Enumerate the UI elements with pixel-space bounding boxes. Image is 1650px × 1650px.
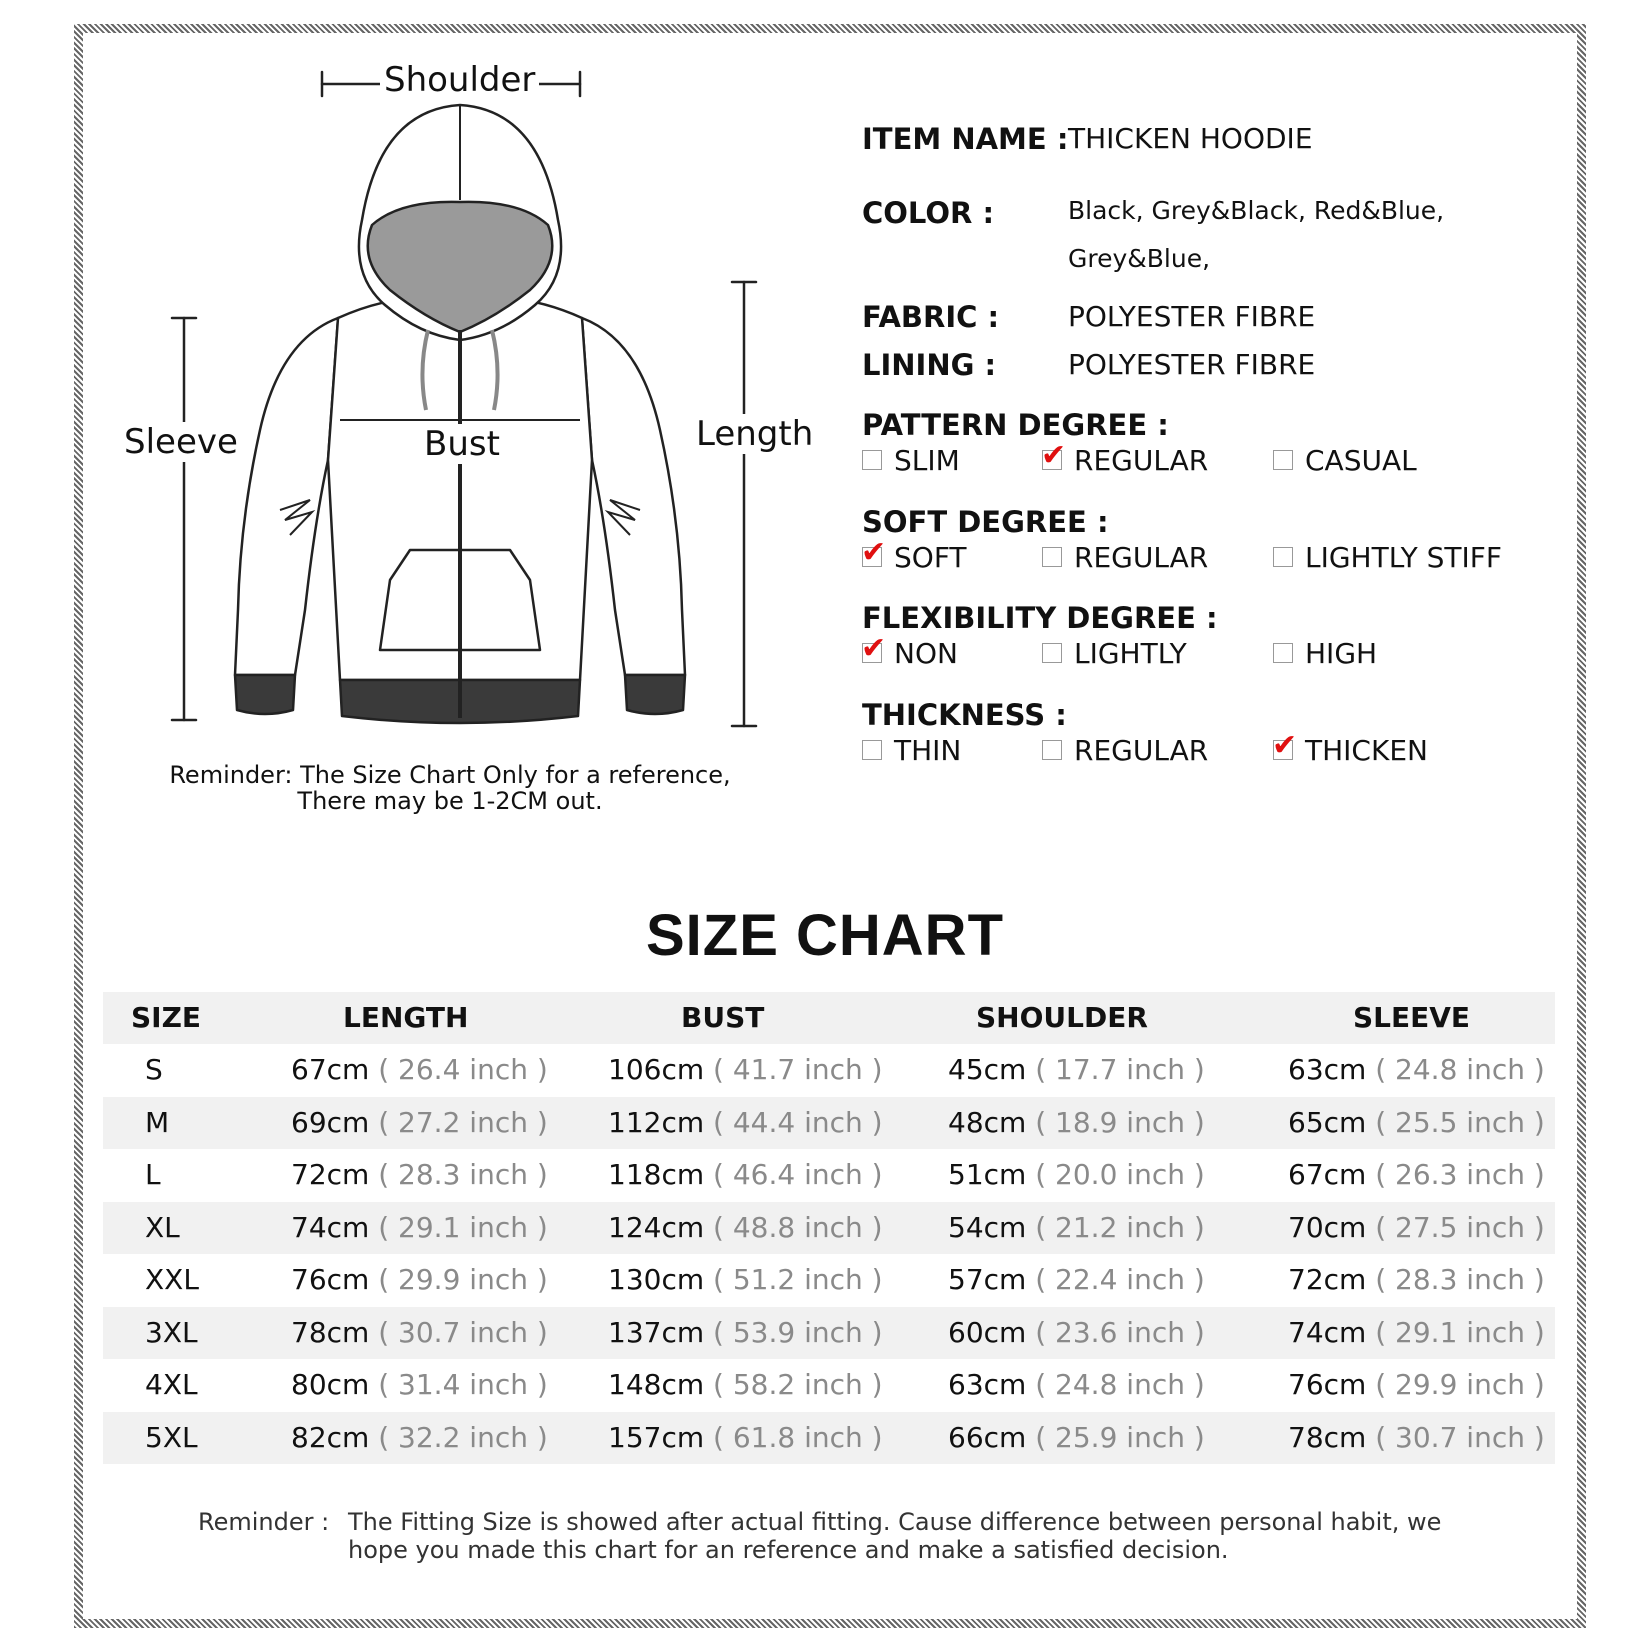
measure-cell (1288, 1254, 1545, 1306)
check-icon: ✔ (861, 535, 887, 570)
measure-cell (948, 1412, 1205, 1464)
size-cell: 4XL (145, 1368, 198, 1401)
cm-value: 67cm (1288, 1158, 1367, 1191)
inch-value: ( 21.2 inch ) (1035, 1210, 1205, 1244)
cm-value: 69cm (291, 1105, 370, 1139)
reminder-line-2: There may be 1-2CM out. (297, 787, 603, 815)
shoulder-label: Shoulder (380, 60, 539, 100)
table-row (103, 1097, 1555, 1150)
sleeve-label: Sleeve (120, 422, 242, 462)
color-value-line-1: Black, Grey&Black, Red&Blue, (1068, 196, 1445, 225)
inch-value: ( 20.0 inch ) (1035, 1158, 1205, 1191)
inch-value: ( 61.8 inch ) (713, 1420, 883, 1454)
cm-value: 137cm (608, 1315, 705, 1349)
fitting-reminder-text: The Fitting Size is showed after actual fitting. Cause difference between personal habit, we hope you made this chart for an reference and make a satisfied decision. (348, 1508, 1442, 1564)
table-row (103, 1149, 1555, 1202)
degree-option-label: NON (894, 637, 958, 670)
cm-value: 78cm (291, 1315, 370, 1349)
inch-value: ( 17.7 inch ) (1035, 1053, 1205, 1086)
size-chart-title: SIZE CHART (646, 903, 1004, 968)
cm-value: 65cm (1288, 1105, 1367, 1139)
degree-option-label: THICKEN (1305, 734, 1428, 767)
measure-cell (608, 1359, 883, 1411)
measure-cell (1288, 1307, 1545, 1359)
degree-title: PATTERN DEGREE : (862, 408, 1169, 442)
header-sleeve: SLEEVE (1353, 1001, 1471, 1034)
degree-option-label: SOFT (894, 541, 967, 574)
degree-title: THICKNESS : (862, 698, 1067, 732)
cm-value: 63cm (948, 1368, 1027, 1401)
inch-value: ( 25.9 inch ) (1035, 1420, 1205, 1454)
measure-cell (948, 1202, 1205, 1254)
inch-value: ( 26.3 inch ) (1375, 1158, 1545, 1191)
check-icon: ✔ (1272, 728, 1298, 763)
degree-option-label: LIGHTLY (1074, 637, 1187, 670)
measure-cell (948, 1044, 1205, 1096)
degree-option-label: REGULAR (1074, 541, 1209, 574)
cm-value: 130cm (608, 1263, 705, 1296)
measure-cell (948, 1359, 1205, 1411)
measure-cell (291, 1202, 548, 1254)
cm-value: 54cm (948, 1210, 1027, 1244)
bust-label: Bust (420, 424, 504, 464)
cm-value: 148cm (608, 1368, 705, 1401)
inch-value: ( 26.4 inch ) (378, 1053, 548, 1086)
inch-value: ( 44.4 inch ) (713, 1105, 883, 1139)
fabric-value: POLYESTER FIBRE (1068, 300, 1316, 333)
measure-cell (291, 1044, 548, 1096)
length-label: Length (692, 414, 817, 454)
hoodie-illustration (100, 50, 860, 750)
inch-value: ( 41.7 inch ) (713, 1053, 883, 1086)
cm-value: 76cm (291, 1263, 370, 1296)
item-name-value: THICKEN HOODIE (1068, 122, 1313, 155)
measure-cell (608, 1202, 883, 1254)
size-cell: XL (145, 1210, 180, 1244)
lining-value: POLYESTER FIBRE (1068, 348, 1316, 381)
table-row (103, 1359, 1555, 1412)
measure-cell (608, 1412, 883, 1464)
header-size: SIZE (131, 1001, 202, 1034)
size-cell: S (145, 1053, 163, 1086)
inch-value: ( 28.3 inch ) (378, 1158, 548, 1191)
lining-label: LINING : (862, 348, 997, 382)
table-header-row (103, 992, 1555, 1044)
inch-value: ( 53.9 inch ) (713, 1315, 883, 1349)
checked-checkbox (861, 631, 887, 666)
checkbox (1273, 547, 1293, 567)
inch-value: ( 24.8 inch ) (1035, 1368, 1205, 1401)
measure-cell (291, 1359, 548, 1411)
cm-value: 124cm (608, 1210, 705, 1244)
check-icon: ✔ (861, 631, 887, 666)
checkbox (1273, 643, 1293, 663)
size-reminder-note (140, 762, 760, 814)
measure-cell (1288, 1359, 1545, 1411)
measure-cell (1288, 1097, 1545, 1149)
checked-checkbox (1041, 438, 1067, 473)
cm-value: 66cm (948, 1420, 1027, 1454)
inch-value: ( 24.8 inch ) (1375, 1053, 1545, 1086)
reminder-line-1: Reminder: The Size Chart Only for a reference, (169, 761, 731, 789)
degree-title: FLEXIBILITY DEGREE : (862, 601, 1218, 635)
measure-cell (948, 1307, 1205, 1359)
hoodie-diagram (100, 50, 860, 830)
checkbox (1042, 740, 1062, 760)
inch-value: ( 29.1 inch ) (378, 1210, 548, 1244)
size-table (103, 992, 1555, 1464)
check-icon: ✔ (1041, 438, 1067, 473)
degree-option-label: SLIM (894, 444, 960, 477)
table-row (103, 1307, 1555, 1360)
cm-value: 67cm (291, 1053, 370, 1086)
measure-cell (608, 1044, 883, 1096)
checkbox (1042, 643, 1062, 663)
cm-value: 82cm (291, 1420, 370, 1454)
measure-cell (1288, 1412, 1545, 1464)
color-value-line-2: Grey&Blue, (1068, 244, 1211, 273)
measure-cell (291, 1097, 548, 1149)
inch-value: ( 22.4 inch ) (1035, 1263, 1205, 1296)
cm-value: 74cm (291, 1210, 370, 1244)
table-row (103, 1202, 1555, 1255)
measure-cell (291, 1254, 548, 1306)
inch-value: ( 58.2 inch ) (713, 1368, 883, 1401)
measure-cell (608, 1307, 883, 1359)
degree-option-label: THIN (894, 734, 962, 767)
cm-value: 157cm (608, 1420, 705, 1454)
size-cell: 3XL (145, 1315, 198, 1349)
cm-value: 63cm (1288, 1053, 1367, 1086)
inch-value: ( 31.4 inch ) (378, 1368, 548, 1401)
checkbox (1042, 547, 1062, 567)
cm-value: 76cm (1288, 1368, 1367, 1401)
checked-checkbox (861, 535, 887, 570)
inch-value: ( 29.1 inch ) (1375, 1315, 1545, 1349)
measure-cell (291, 1307, 548, 1359)
inch-value: ( 29.9 inch ) (378, 1263, 548, 1296)
cm-value: 51cm (948, 1158, 1027, 1191)
cm-value: 45cm (948, 1053, 1027, 1086)
size-cell: XXL (145, 1263, 199, 1296)
header-bust: BUST (681, 1001, 765, 1034)
cm-value: 80cm (291, 1368, 370, 1401)
checkbox (1273, 450, 1293, 470)
cm-value: 78cm (1288, 1420, 1367, 1454)
measure-cell (948, 1149, 1205, 1201)
measure-cell (291, 1149, 548, 1201)
header-length: LENGTH (343, 1001, 469, 1034)
inch-value: ( 30.7 inch ) (1375, 1420, 1545, 1454)
cm-value: 57cm (948, 1263, 1027, 1296)
measure-cell (1288, 1149, 1545, 1201)
measure-cell (291, 1412, 548, 1464)
size-cell: 5XL (145, 1420, 198, 1454)
measure-cell (1288, 1202, 1545, 1254)
degree-option-label: HIGH (1305, 637, 1378, 670)
degree-option-label: CASUAL (1305, 444, 1417, 477)
checked-checkbox (1272, 728, 1298, 763)
checkbox (862, 450, 882, 470)
inch-value: ( 23.6 inch ) (1035, 1315, 1205, 1349)
fabric-label: FABRIC : (862, 300, 1000, 334)
inch-value: ( 48.8 inch ) (713, 1210, 883, 1244)
inch-value: ( 28.3 inch ) (1375, 1263, 1545, 1296)
inch-value: ( 46.4 inch ) (713, 1158, 883, 1191)
degree-option-label: REGULAR (1074, 444, 1209, 477)
cm-value: 48cm (948, 1105, 1027, 1139)
measure-cell (608, 1254, 883, 1306)
table-row (103, 1412, 1555, 1465)
inch-value: ( 32.2 inch ) (378, 1420, 548, 1454)
cm-value: 70cm (1288, 1210, 1367, 1244)
cm-value: 112cm (608, 1105, 705, 1139)
measure-cell (948, 1254, 1205, 1306)
cm-value: 72cm (291, 1158, 370, 1191)
item-name-label: ITEM NAME : (862, 122, 1069, 156)
measure-cell (608, 1097, 883, 1149)
checkbox (862, 740, 882, 760)
measure-cell (948, 1097, 1205, 1149)
cm-value: 60cm (948, 1315, 1027, 1349)
inch-value: ( 18.9 inch ) (1035, 1105, 1205, 1139)
table-row (103, 1044, 1555, 1097)
inch-value: ( 27.5 inch ) (1375, 1210, 1545, 1244)
size-cell: M (145, 1105, 170, 1139)
inch-value: ( 30.7 inch ) (378, 1315, 548, 1349)
degree-title: SOFT DEGREE : (862, 505, 1109, 539)
inch-value: ( 51.2 inch ) (713, 1263, 883, 1296)
cm-value: 118cm (608, 1158, 705, 1191)
size-cell: L (145, 1158, 161, 1191)
inch-value: ( 25.5 inch ) (1375, 1105, 1545, 1139)
inch-value: ( 27.2 inch ) (378, 1105, 548, 1139)
fitting-reminder-label: Reminder : (198, 1508, 330, 1536)
degree-option-label: REGULAR (1074, 734, 1209, 767)
cm-value: 74cm (1288, 1315, 1367, 1349)
measure-cell (1288, 1044, 1545, 1096)
cm-value: 72cm (1288, 1263, 1367, 1296)
degree-option-label: LIGHTLY STIFF (1305, 541, 1502, 574)
inch-value: ( 29.9 inch ) (1375, 1368, 1545, 1401)
table-body (103, 1044, 1555, 1464)
color-label: COLOR : (862, 196, 995, 230)
cm-value: 106cm (608, 1053, 705, 1086)
measure-cell (608, 1149, 883, 1201)
table-row (103, 1254, 1555, 1307)
header-shoulder: SHOULDER (976, 1001, 1148, 1034)
